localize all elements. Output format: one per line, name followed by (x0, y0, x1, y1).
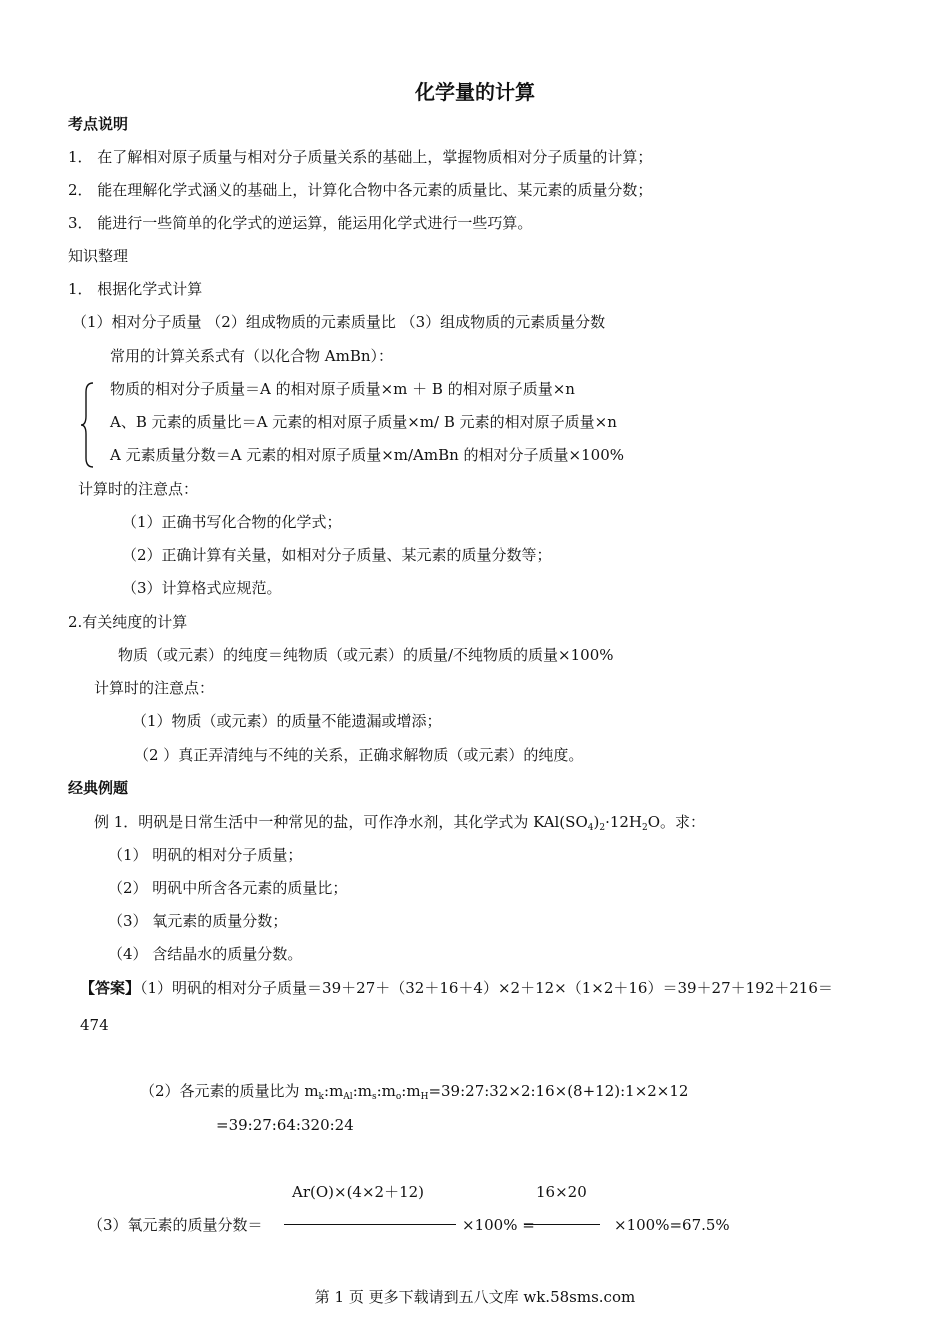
purity-formula: 物质（或元素）的纯度＝纯物质（或元素）的质量/不纯物质的质量×100% (118, 646, 614, 664)
fraction-bar-1 (284, 1224, 456, 1225)
answer-2-line-2: =39:27:64:320:24 (216, 1116, 354, 1134)
answer-2-pre: （2）各元素的质量比为 m (140, 1082, 319, 1100)
page-title: 化学量的计算 (415, 80, 535, 104)
notes2-heading: 计算时的注意点： (94, 679, 215, 697)
notes2-item-2: （2 ）真正弄清纯与不纯的关系，正确求解物质（或元素）的纯度。 (134, 746, 584, 764)
answer-3-label: （3）氧元素的质量分数＝ (88, 1216, 263, 1234)
formula-2: A、B 元素的质量比＝A 元素的相对原子质量×m/ B 元素的相对原子质量×n (110, 413, 617, 431)
answer-1-line-2: 474 (80, 1016, 109, 1034)
answer-2-sub-h: H (420, 1092, 429, 1102)
formula-3: A 元素质量分数＝A 元素的相对原子质量×m/AmBn 的相对分子质量×100% (110, 446, 625, 464)
zhishi-sub1: 1． 根据化学式计算 (68, 280, 203, 298)
notes1-heading: 计算时的注意点： (78, 480, 199, 498)
page-footer: 第 1 页 更多下载请到五八文库 wk.58sms.com (314, 1288, 636, 1306)
question-text-end: O。求： (647, 813, 706, 831)
question-text-post: ·12H (605, 813, 643, 831)
answer-3-mid: ×100% = (462, 1216, 535, 1234)
kaodian-item-3: 3． 能进行一些简单的化学式的逆运算，能运用化学式进行一些巧算。 (68, 214, 533, 232)
kaodian-item-1: 1． 在了解相对原子质量与相对分子质量关系的基础上，掌握物质相对分子质量的计算； (68, 148, 653, 166)
question-text-mid: ) (593, 813, 600, 831)
example-part-1: （1） 明矾的相对分子质量； (108, 846, 303, 864)
example-part-2: （2） 明矾中所含各元素的质量比； (108, 879, 348, 897)
zhishi-sub1-types: （1）相对分子质量 （2）组成物质的元素质量比 （3）组成物质的元素质量分数 (72, 313, 606, 331)
answer-2-post: =39:27:32×2:16×(8+12):1×2×12 (428, 1082, 689, 1100)
answer-2-sub-o: o (395, 1092, 402, 1102)
example-question (94, 812, 705, 838)
notes1-item-1: （1）正确书写化合物的化学式； (122, 513, 342, 531)
answer-label: 【答案】 (80, 979, 141, 997)
answer-3-numerator-2: 16×20 (536, 1183, 587, 1201)
formula-1: 物质的相对分子质量＝A 的相对原子质量×m ＋ B 的相对原子质量×n (110, 380, 575, 398)
curly-brace-icon (80, 382, 94, 468)
notes2-item-1: （1）物质（或元素）的质量不能遗漏或增添； (132, 712, 442, 730)
answer-1-line-1 (80, 978, 833, 998)
section-heading-kaodian: 考点说明 (68, 115, 129, 133)
question-sub-1: 4 (587, 823, 594, 833)
kaodian-item-2: 2． 能在理解化学式涵义的基础上，计算化合物中各元素的质量比、某元素的质量分数； (68, 181, 653, 199)
answer-2-sub-al: Al (343, 1092, 353, 1102)
question-text-pre: 例 1．明矾是日常生活中一种常见的盐，可作净水剂，其化学式为 KAl(SO (94, 813, 588, 831)
formula-intro: 常用的计算关系式有（以化合物 AmBn）： (110, 347, 394, 365)
notes1-item-2: （2）正确计算有关量，如相对分子质量、某元素的质量分数等； (122, 546, 552, 564)
section-heading-zhishi: 知识整理 (68, 247, 129, 265)
answer-3-result: ×100%=67.5% (614, 1216, 730, 1234)
question-sub-2: 2 (599, 823, 606, 833)
example-part-4: （4） 含结晶水的质量分数。 (108, 945, 303, 963)
answer-3-numerator-1: Ar(O)×(4×2＋12) (292, 1183, 425, 1201)
question-sub-3: 2 (642, 823, 648, 833)
zhishi-sub2: 2.有关纯度的计算 (68, 613, 188, 631)
answer-2-sub-k: k (318, 1092, 325, 1102)
example-part-3: （3） 氧元素的质量分数； (108, 912, 288, 930)
answer-2-line-1: （2）各元素的质量比为 $m_k:m_{Al}:m_s:m_o:m_H=39:27:32\times 2:16\times(8+12):1\times 2\times 12$ (140, 1082, 689, 1102)
notes1-item-3: （3）计算格式应规范。 (122, 579, 282, 597)
section-heading-example: 经典例题 (68, 779, 129, 797)
answer-2-sub-s: s (371, 1092, 377, 1102)
answer-1-text: （1）明矾的相对分子质量＝39＋27＋（32＋16＋4）×2＋12×（1×2＋16）＝39＋27＋192＋216＝ (140, 979, 833, 997)
fraction-bar-2 (524, 1224, 600, 1225)
